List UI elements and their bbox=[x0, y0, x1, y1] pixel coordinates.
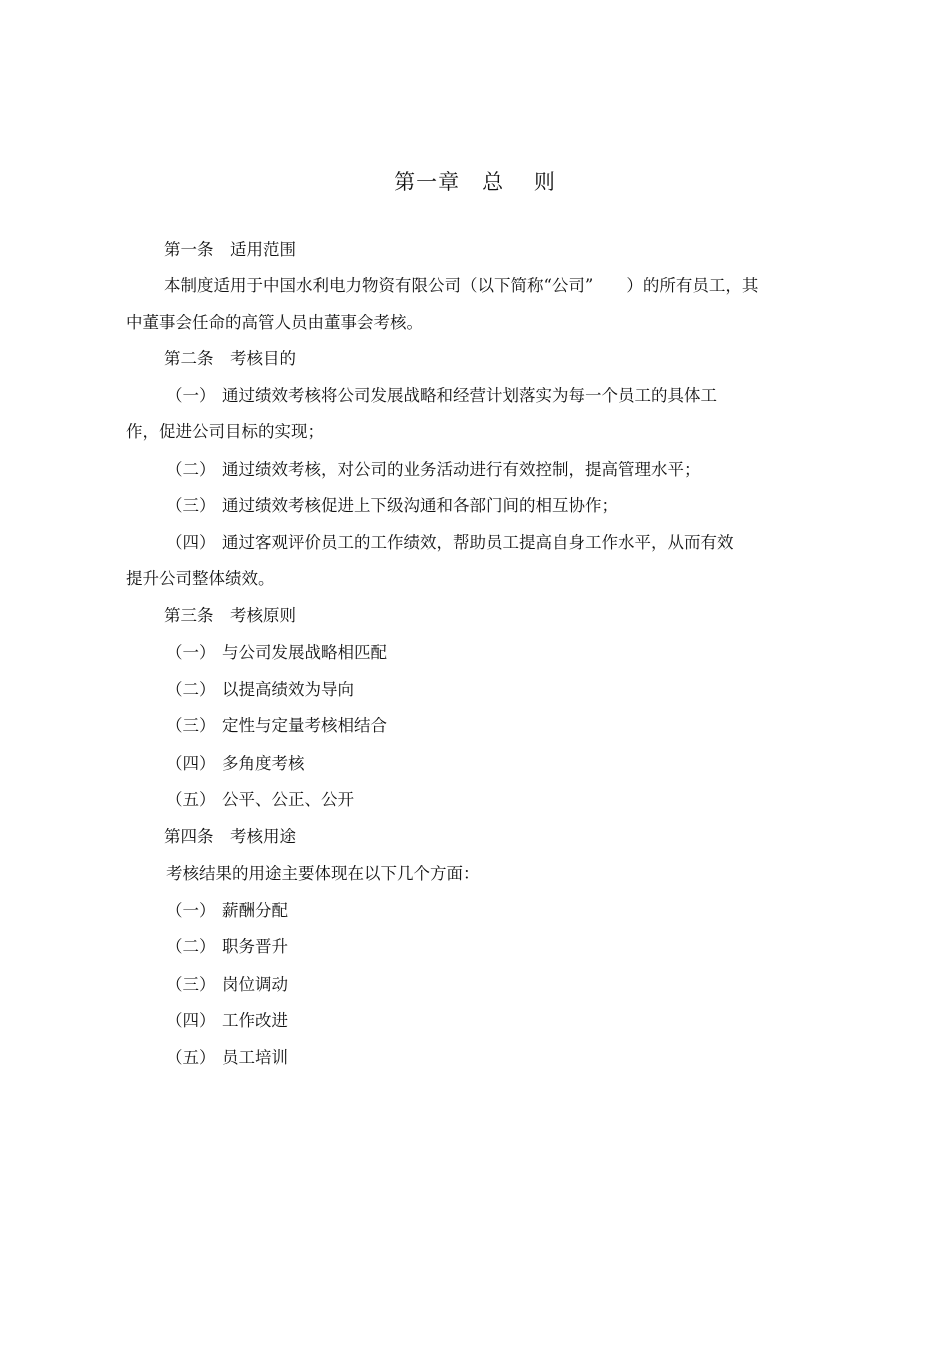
article-4-item-1 bbox=[166, 900, 288, 922]
item-text: 通过绩效考核促进上下级沟通和各部门间的相互协作； bbox=[222, 496, 618, 515]
article-2-item-2 bbox=[166, 459, 701, 481]
item-text: 多角度考核 bbox=[222, 754, 305, 773]
article-4-item-5 bbox=[166, 1047, 288, 1069]
item-number: （二） bbox=[166, 680, 216, 699]
item-text: 岗位调动 bbox=[222, 975, 288, 994]
article-2-item-4 bbox=[166, 532, 734, 554]
item-text: 工作改进 bbox=[222, 1011, 288, 1030]
item-number: （二） bbox=[166, 460, 216, 479]
article-1-paragraph-line-2: 中董事会任命的高管人员由董事会考核。 bbox=[126, 313, 423, 332]
article-2-item-1-continuation: 作，促进公司目标的实现； bbox=[126, 422, 324, 441]
article-2-heading: 第二条 考核目的 bbox=[164, 349, 296, 368]
article-3-item-1 bbox=[166, 642, 387, 664]
article-4-item-2 bbox=[166, 936, 288, 958]
item-number: （五） bbox=[166, 790, 216, 809]
item-number: （三） bbox=[166, 716, 216, 735]
item-text: 通过绩效考核，对公司的业务活动进行有效控制，提高管理水平； bbox=[222, 460, 701, 479]
article-3-item-5 bbox=[166, 789, 354, 811]
item-text: 以提高绩效为导向 bbox=[222, 680, 354, 699]
article-3-heading: 第三条 考核原则 bbox=[164, 606, 296, 625]
article-4-heading: 第四条 考核用途 bbox=[164, 827, 296, 846]
item-number: （四） bbox=[166, 533, 216, 552]
article-1-heading: 第一条 适用范围 bbox=[164, 240, 296, 259]
item-number: （一） bbox=[166, 643, 216, 662]
item-number: （四） bbox=[166, 754, 216, 773]
article-3-item-2 bbox=[166, 679, 354, 701]
article-2-item-4-continuation: 提升公司整体绩效。 bbox=[126, 569, 275, 588]
article-2-item-1 bbox=[166, 385, 717, 407]
item-text: 与公司发展战略相匹配 bbox=[222, 643, 387, 662]
article-4-item-3 bbox=[166, 974, 288, 996]
item-number: （四） bbox=[166, 1011, 216, 1030]
item-text: 定性与定量考核相结合 bbox=[222, 716, 387, 735]
article-1-paragraph-line-1: 本制度适用于中国水利电力物资有限公司（以下简称“公司” ）的所有员工，其 bbox=[164, 276, 759, 295]
item-number: （三） bbox=[166, 496, 216, 515]
chapter-title: 第一章 总 则 bbox=[394, 170, 556, 194]
article-2-item-3 bbox=[166, 495, 618, 517]
article-4-item-4 bbox=[166, 1010, 288, 1032]
article-3-item-4 bbox=[166, 753, 305, 775]
item-number: （一） bbox=[166, 901, 216, 920]
item-number: （三） bbox=[166, 975, 216, 994]
item-number: （二） bbox=[166, 937, 216, 956]
item-text: 薪酬分配 bbox=[222, 901, 288, 920]
item-text: 通过客观评价员工的工作绩效，帮助员工提高自身工作水平，从而有效 bbox=[222, 533, 734, 552]
item-text: 通过绩效考核将公司发展战略和经营计划落实为每一个员工的具体工 bbox=[222, 386, 717, 405]
article-3-item-3 bbox=[166, 715, 387, 737]
item-text: 员工培训 bbox=[222, 1048, 288, 1067]
item-text: 职务晋升 bbox=[222, 937, 288, 956]
item-text: 公平、公正、公开 bbox=[222, 790, 354, 809]
article-4-intro: 考核结果的用途主要体现在以下几个方面： bbox=[166, 864, 480, 883]
item-number: （一） bbox=[166, 386, 216, 405]
item-number: （五） bbox=[166, 1048, 216, 1067]
